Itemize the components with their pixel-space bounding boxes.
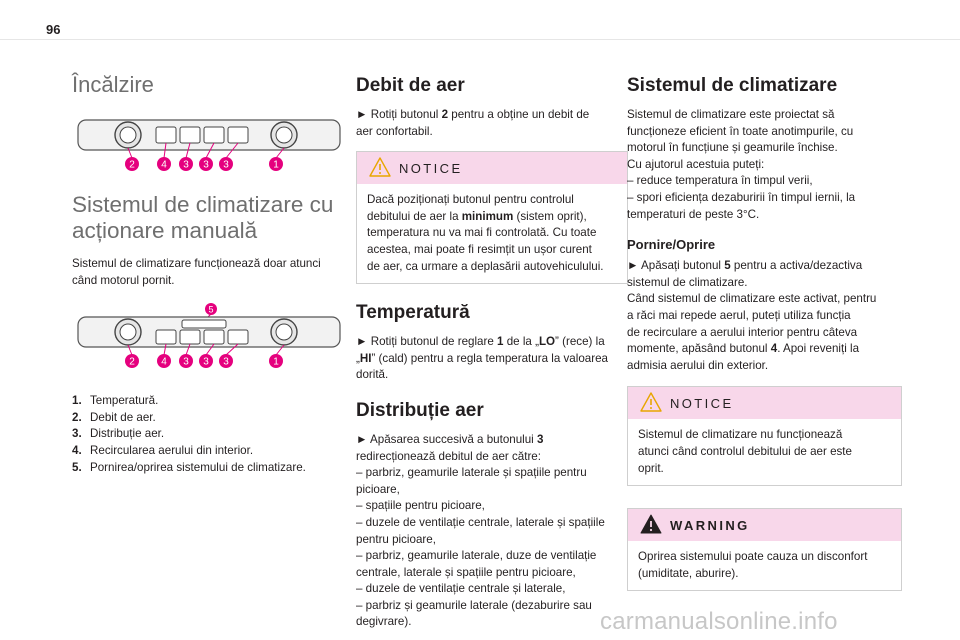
heading-temperature: Temperatură [356,302,470,324]
svg-text:2: 2 [129,159,135,171]
notice-header [628,387,901,419]
warning-box [627,508,902,591]
heading-manual-ac-line1: Sistemul de climatizare cu [72,192,334,217]
warning-header [628,509,901,541]
list-item: 5. Pornirea/oprirea sistemului de climatizare. [72,460,306,474]
heading-manual-ac-line2: acționare manuală [72,218,258,243]
column-left [72,60,344,476]
airflow-paragraph: ► Rotiți butonul 2 pentru a obține un debit de aer confortabil. [356,108,590,138]
svg-text:3: 3 [203,159,209,171]
climate-panel-image-2 [72,303,344,373]
intro-paragraph [72,256,344,289]
notice-box-system [627,386,902,486]
controls-list [72,393,344,476]
notice-label: NOTICE [670,395,734,411]
distribution-paragraph: ► Apăsarea succesivă a butonului 3 redirecționează debitul de aer către: – parbriz, geamurile laterale și spațiile pentru picioare, – spațiile pentru picioare, – duzele de ventilație centrale, laterale și spațiile pentru picioare, – parbriz, geamurile laterale, duze de ventilație centrale, laterale și spațiile pentru picioare, – duzele de ventilație centrale și laterale, – parbriz și geamurile laterale (dezaburire sau degivrare). [356,432,605,629]
onoff-paragraph: ► Apăsați butonul 5 pentru a activa/dezactiva sistemul de climatizare. Când sistemul de climatizare este activat, pentru a răci mai repede aerul, puteți utiliza funcția de recirculare a aerului interior pentru câteva momente, apăsând butonul 4. Apoi reveniți la admisia aerului din exterior. [627,259,877,372]
svg-text:1: 1 [273,159,279,171]
temperature-paragraph: ► Rotiți butonul de reglare 1 de la „LO” (rece) la „HI” (cald) pentru a regla temperatura la valoarea dorită. [356,335,608,382]
notice-label: NOTICE [399,160,463,176]
notice-header [357,152,627,184]
warning-triangle-icon [640,392,662,412]
heading-ac-system: Sistemul de climatizare [627,75,838,96]
svg-text:5: 5 [208,304,214,315]
warning-exclamation-icon [640,514,662,534]
svg-text:4: 4 [161,159,167,171]
svg-text:3: 3 [183,356,189,368]
notice-body: Dacă poziționați butonul pentru controlul debitului de aer la minimum (sistem oprit), temperatura nu va mai fi controlată. Cu toate acestea, mai poate fi resimțit un ușor curent de aer, ca urmare a deplasării autovehiculului. [367,193,604,273]
svg-text:4: 4 [161,356,167,368]
list-item: 1. Temperatură. [72,394,159,408]
warning-triangle-icon [369,157,391,177]
page-header [0,0,960,40]
system-paragraph: Sistemul de climatizare este proiectat să funcționeze eficient în toate anotimpurile, cu motorul în funcțiune și geamurile închise. Cu ajutorul acestuia puteți: – reduce temperatura în timpul verii, – spori eficiența dezaburirii în timpul iernii, la temperaturi de peste 3°C. [627,108,856,221]
column-middle [356,60,628,631]
svg-text:3: 3 [203,356,209,368]
heading-heating: Încălzire [72,72,154,97]
climate-panel-image-1 [72,114,344,176]
svg-text:3: 3 [223,356,229,368]
heading-air-distribution: Distribuție aer [356,399,484,421]
intro-line1: Sistemul de climatizare funcționează doar atunci [72,257,321,270]
heading-manual-ac [72,192,344,244]
list-item: 2. Debit de aer. [72,410,156,424]
notice-box-airflow [356,151,628,284]
watermark: carmanualsonline.info [600,608,838,635]
notice-body: Sistemul de climatizare nu funcționează atunci când controlul debitului de aer este oprit. [638,428,852,475]
warning-label: WARNING [670,517,750,533]
svg-text:3: 3 [183,159,189,171]
list-item: 3. Distribuție aer. [72,427,165,441]
warning-body: Oprirea sistemului poate cauza un disconfort (umiditate, aburire). [638,550,868,580]
intro-line2: când motorul pornit. [72,273,175,287]
svg-text:1: 1 [273,356,279,368]
column-right [627,60,902,591]
list-item: 4. Recircularea aerului din interior. [72,443,254,457]
page-number: 96 [46,22,61,37]
heading-airflow: Debit de aer [356,75,465,96]
svg-text:3: 3 [223,159,229,171]
svg-text:2: 2 [129,356,135,368]
heading-on-off: Pornire/Oprire [627,237,716,253]
